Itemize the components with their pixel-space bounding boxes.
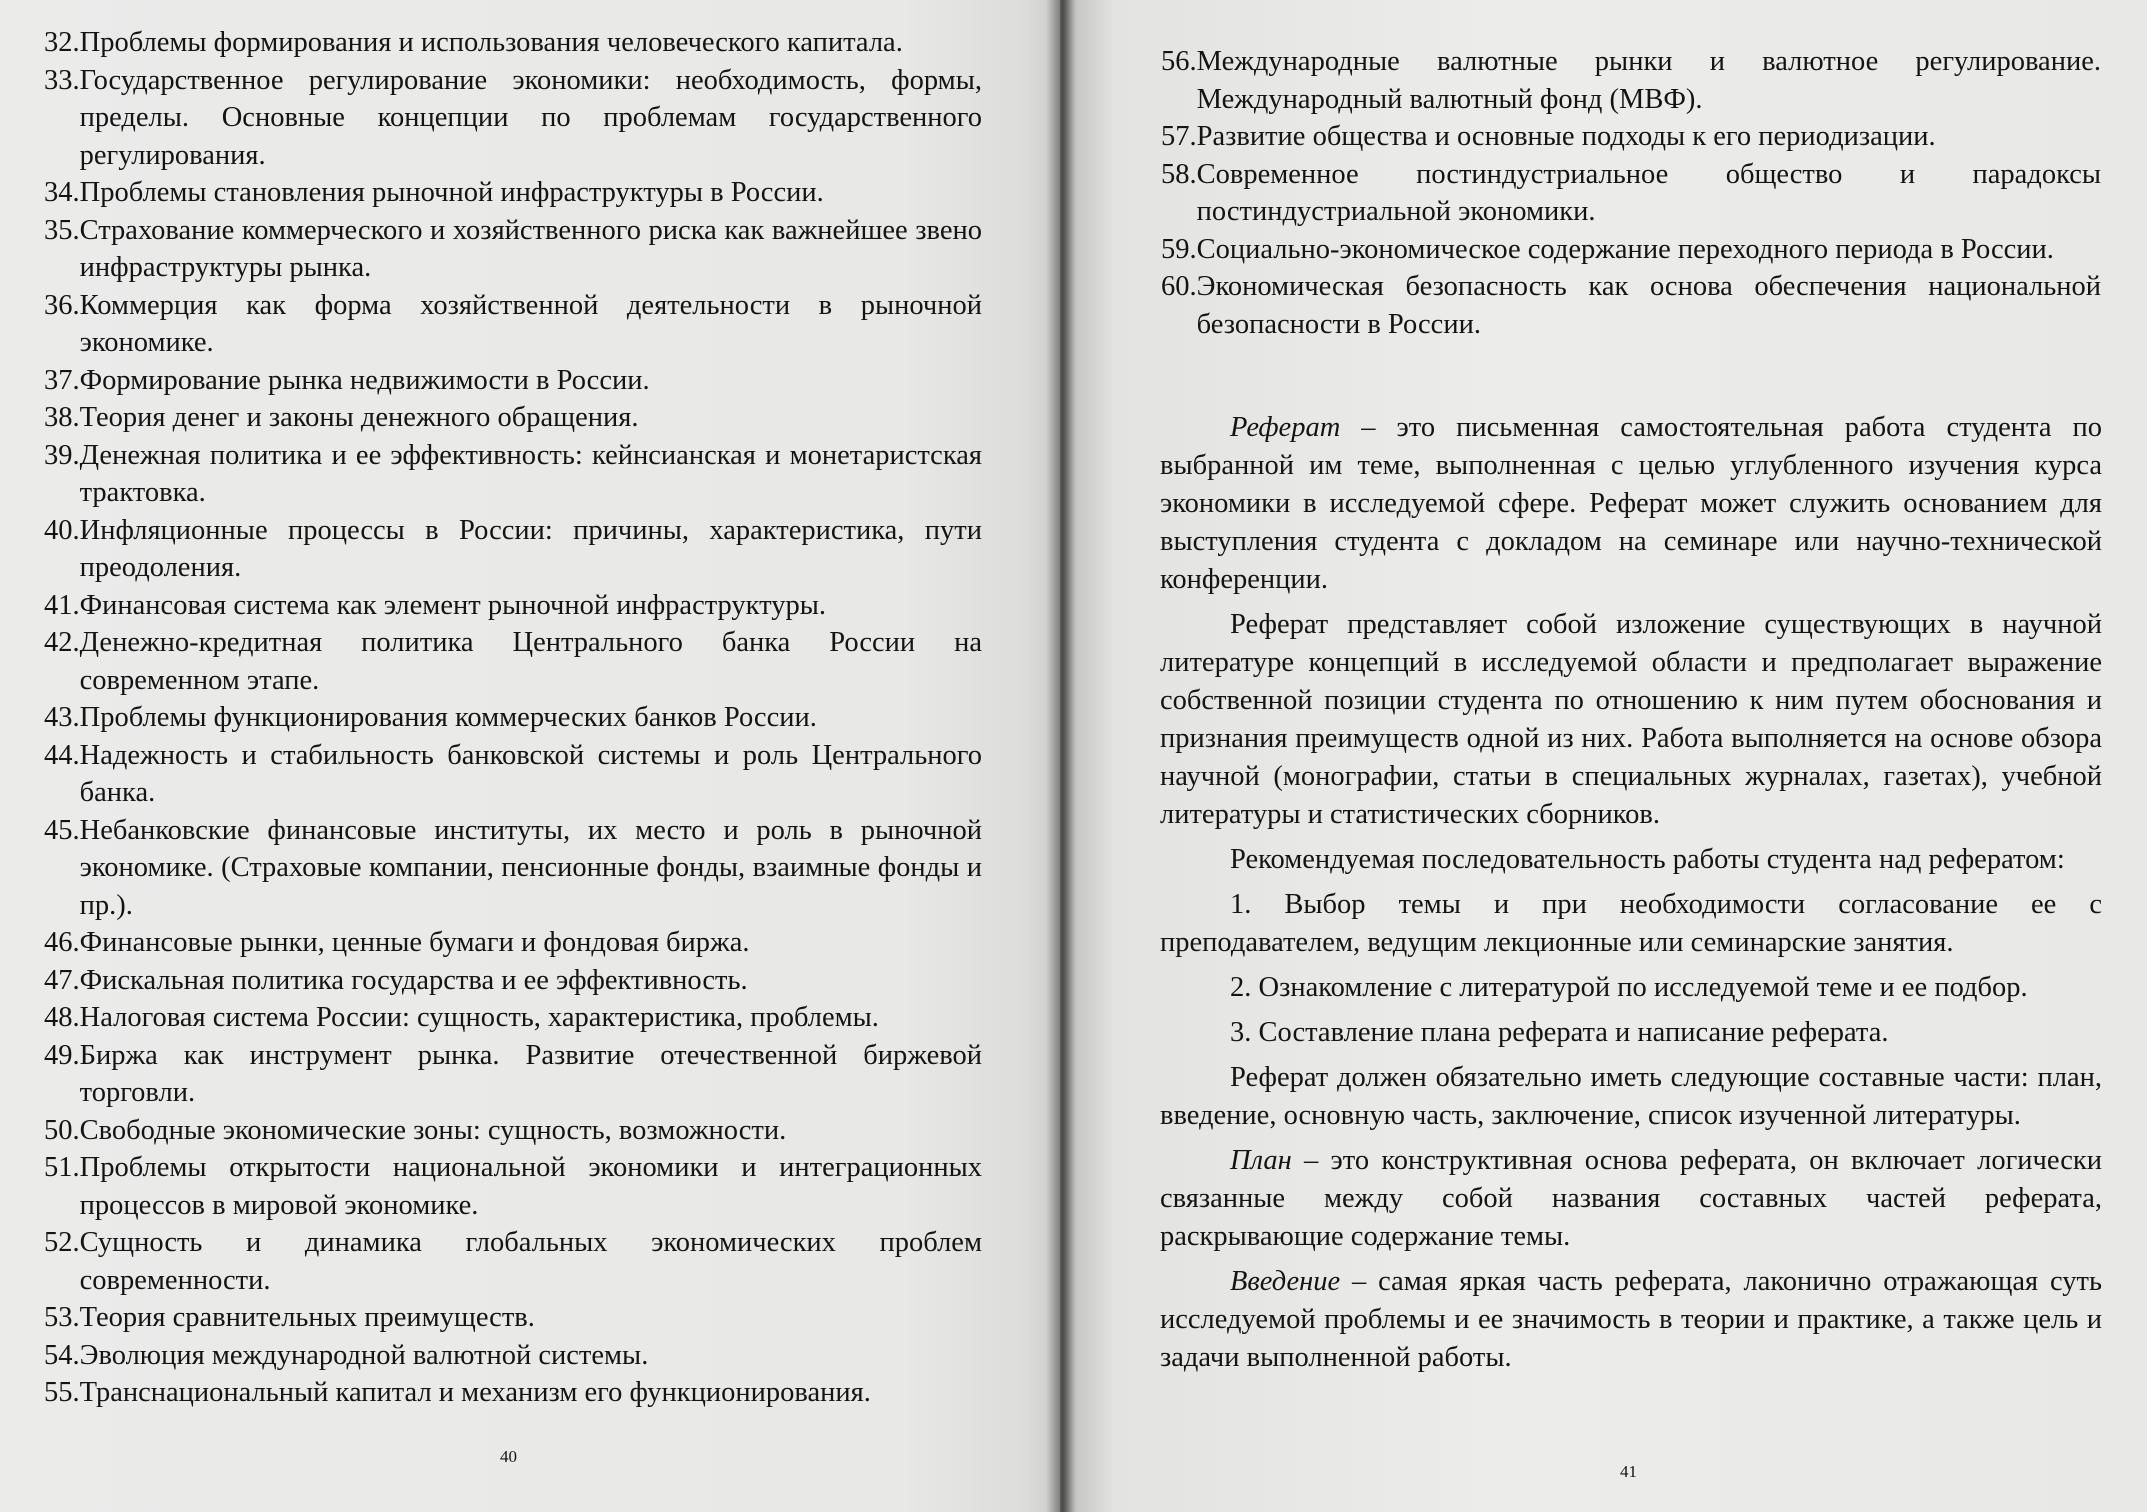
list-item: 38. Теория денег и законы денежного обращения.: [44, 402, 639, 433]
list-item: 34. Проблемы становления рыночной инфраструктуры в России.: [44, 177, 824, 208]
list-item: 37. Формирование рынка недвижимости в России.: [44, 364, 650, 396]
list-item: 46. Финансовые рынки, ценные бумаги и фондовая биржа.: [44, 927, 750, 958]
list-item: 36. Коммерция как форма хозяйственной деятельности в рыночной экономике.: [44, 289, 982, 358]
paragraph-sequence-intro: Рекомендуемая последовательность работы студента над рефератом:: [1230, 844, 2065, 875]
paragraph-plan: План – это конструктивная основа реферата, он включает логически связанные между собой названия составных частей реферата, раскрывающие содержание темы.: [1160, 1145, 2102, 1252]
list-item: 43. Проблемы функционирования коммерческих банков России.: [44, 702, 817, 733]
list-item: 40. Инфляционные процессы в России: причины, характеристика, пути преодоления.: [44, 514, 982, 583]
list-item: 39. Денежная политика и ее эффективность: кейнсианская и монетаристская трактовка.: [44, 439, 982, 508]
list-item: 60. Экономическая безопасность как основа обеспечения национальной безопасности в России.: [1161, 271, 2101, 340]
list-item: 59. Социально-экономическое содержание переходного периода в России.: [1161, 233, 2054, 265]
list-item: 35. Страхование коммерческого и хозяйственного риска как важнейшее звено инфраструктуры рынка.: [44, 214, 982, 283]
step-item: 2. Ознакомление с литературой по исследуемой теме и ее подбор.: [1230, 972, 2028, 1003]
list-item: 45. Небанковские финансовые институты, их место и роль в рыночной экономике. (Страховые компании, пенсионные фонды, взаимные фонды и пр.).: [44, 814, 982, 921]
referat-guidelines: [1160, 409, 2102, 1377]
term-referat: Реферат: [1230, 412, 1341, 443]
page-number-right: 41: [1620, 1462, 1637, 1481]
paragraph-introduction: Введение – самая яркая часть реферата, лаконично отражающая суть исследуемой проблемы и ее значимость в теории и практике, а также цель и задачи выполненной работы.: [1160, 1266, 2102, 1373]
list-item: 53. Теория сравнительных преимуществ.: [44, 1302, 535, 1333]
list-item: 47. Фискальная политика государства и ее эффективность.: [44, 964, 748, 996]
list-item: 44. Надежность и стабильность банковской системы и роль Центрального банка.: [44, 739, 982, 808]
topic-list-left: [44, 24, 982, 1412]
list-item: 54. Эволюция международной валютной системы.: [44, 1339, 649, 1371]
step-item: 1. Выбор темы и при необходимости согласование ее с преподавателем, ведущим лекционные или семинарские занятия.: [1160, 889, 2102, 958]
list-item: 50. Свободные экономические зоны: сущность, возможности.: [44, 1114, 787, 1146]
list-item: 42. Денежно-кредитная политика Центрального банка России на современном этапе.: [44, 627, 982, 696]
paragraph-referat-definition: Реферат – это письменная самостоятельная работа студента по выбранной им теме, выполненная с целью углубленного изучения курса экономики в исследуемой сфере. Реферат может служить основанием для выступления студента с докладом на семинаре или научно-технической конференции.: [1160, 412, 2102, 595]
list-item: 41. Финансовая система как элемент рыночной инфраструктуры.: [44, 589, 826, 621]
step-item: 3. Составление плана реферата и написание реферата.: [1230, 1017, 1889, 1048]
list-item: 33. Государственное регулирование экономики: необходимость, формы, пределы. Основные концепции по проблемам государственного регулирования.: [44, 64, 982, 171]
list-item: 32. Проблемы формирования и использования человеческого капитала.: [44, 27, 903, 58]
page-number-left: 40: [500, 1447, 517, 1466]
list-item: 55. Транснациональный капитал и механизм его функционирования.: [44, 1377, 871, 1408]
list-item: 49. Биржа как инструмент рынка. Развитие отечественной биржевой торговли.: [44, 1039, 982, 1108]
paragraph-referat-content: Реферат представляет собой изложение существующих в научной литературе концепций в исследуемой области и предполагает выражение собственной позиции студента по отношению к ним путем обоснования и признания преимуществ одной из них. Работа выполняется на основе обзора научной (монографии, статьи в специальных журналах, газетах), учебной литературы и статистических сборников.: [1160, 609, 2102, 830]
book-gutter: [1046, 0, 1076, 1512]
list-item: 56. Международные валютные рынки и валютное регулирование. Международный валютный фонд (МВФ).: [1161, 46, 2101, 115]
term-introduction: Введение: [1230, 1266, 1341, 1297]
list-item: 58. Современное постиндустриальное общество и парадоксы постиндустриальной экономики.: [1161, 158, 2101, 227]
list-item: 51. Проблемы открытости национальной экономики и интеграционных процессов в мировой экономике.: [44, 1152, 982, 1221]
left-page: [0, 0, 1060, 1512]
term-plan: План: [1230, 1145, 1292, 1176]
list-item: 57. Развитие общества и основные подходы к его периодизации.: [1161, 121, 1936, 152]
list-item: 48. Налоговая система России: сущность, характеристика, проблемы.: [44, 1002, 879, 1033]
paragraph-required-parts: Реферат должен обязательно иметь следующие составные части: план, введение, основную часть, заключение, список изученной литературы.: [1160, 1062, 2102, 1131]
topic-list-right: [1161, 43, 2101, 343]
list-item: 52. Сущность и динамика глобальных экономических проблем современности.: [44, 1227, 982, 1296]
